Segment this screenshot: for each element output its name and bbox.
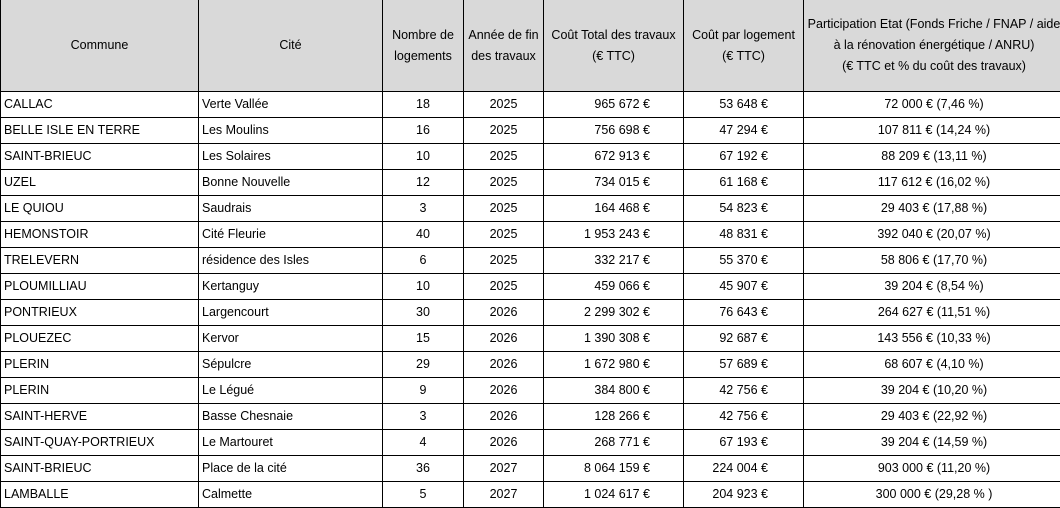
table-row (1, 352, 1060, 378)
cell-cite: Le Légué (199, 378, 383, 404)
cell-annee: 2025 (464, 274, 544, 300)
cell-commune: SAINT-QUAY-PORTRIEUX (1, 430, 199, 456)
cell-cout-logement: 45 907 € (684, 274, 804, 300)
cell-commune: PLERIN (1, 352, 199, 378)
table-row (1, 118, 1060, 144)
cell-nombre-logements: 4 (383, 430, 464, 456)
cell-annee: 2025 (464, 170, 544, 196)
cell-cite: Largencourt (199, 300, 383, 326)
cell-cout-logement: 54 823 € (684, 196, 804, 222)
cell-nombre-logements: 29 (383, 352, 464, 378)
header-row (1, 0, 1060, 92)
header-nombre-logements: Nombre de logements (383, 0, 464, 92)
cell-nombre-logements: 12 (383, 170, 464, 196)
cell-cout-total: 268 771 € (544, 430, 684, 456)
table-row (1, 222, 1060, 248)
cell-cite: Les Solaires (199, 144, 383, 170)
table-row (1, 456, 1060, 482)
cell-nombre-logements: 3 (383, 196, 464, 222)
cell-commune: TRELEVERN (1, 248, 199, 274)
cell-nombre-logements: 40 (383, 222, 464, 248)
table-row (1, 92, 1060, 118)
cell-cout-total: 756 698 € (544, 118, 684, 144)
cell-annee: 2027 (464, 482, 544, 508)
cell-cite: Le Martouret (199, 430, 383, 456)
cell-commune: CALLAC (1, 92, 199, 118)
cell-nombre-logements: 3 (383, 404, 464, 430)
table-row (1, 482, 1060, 508)
cell-cite: Bonne Nouvelle (199, 170, 383, 196)
cell-cite: Verte Vallée (199, 92, 383, 118)
cell-annee: 2025 (464, 222, 544, 248)
cell-commune: PONTRIEUX (1, 300, 199, 326)
cell-cout-logement: 48 831 € (684, 222, 804, 248)
cell-cout-logement: 204 923 € (684, 482, 804, 508)
cell-nombre-logements: 15 (383, 326, 464, 352)
table-row (1, 378, 1060, 404)
cell-nombre-logements: 5 (383, 482, 464, 508)
cell-nombre-logements: 6 (383, 248, 464, 274)
header-annee-fin-travaux: Année de fin des travaux (464, 0, 544, 92)
table-row (1, 300, 1060, 326)
cell-commune: HEMONSTOIR (1, 222, 199, 248)
cell-cout-logement: 224 004 € (684, 456, 804, 482)
cell-cout-logement: 42 756 € (684, 378, 804, 404)
cell-participation: 72 000 € (7,46 %) (804, 92, 1060, 118)
cell-cite: Saudrais (199, 196, 383, 222)
cell-annee: 2026 (464, 300, 544, 326)
cell-cout-logement: 67 192 € (684, 144, 804, 170)
header-commune: Commune (1, 0, 199, 92)
table-row (1, 430, 1060, 456)
cell-participation: 300 000 € (29,28 % ) (804, 482, 1060, 508)
cell-annee: 2025 (464, 144, 544, 170)
cell-cite: Kertanguy (199, 274, 383, 300)
cell-annee: 2025 (464, 196, 544, 222)
cell-participation: 88 209 € (13,11 %) (804, 144, 1060, 170)
cell-participation: 903 000 € (11,20 %) (804, 456, 1060, 482)
cell-commune: LAMBALLE (1, 482, 199, 508)
table-row (1, 326, 1060, 352)
cell-cout-total: 459 066 € (544, 274, 684, 300)
cell-participation: 117 612 € (16,02 %) (804, 170, 1060, 196)
cell-nombre-logements: 36 (383, 456, 464, 482)
cell-cite: Cité Fleurie (199, 222, 383, 248)
cell-participation: 39 204 € (10,20 %) (804, 378, 1060, 404)
cell-cout-logement: 76 643 € (684, 300, 804, 326)
cell-commune: SAINT-BRIEUC (1, 456, 199, 482)
cell-annee: 2026 (464, 430, 544, 456)
cell-cout-total: 2 299 302 € (544, 300, 684, 326)
table-header (1, 0, 1060, 92)
cell-commune: PLERIN (1, 378, 199, 404)
cell-annee: 2027 (464, 456, 544, 482)
cell-nombre-logements: 9 (383, 378, 464, 404)
cell-cout-total: 1 024 617 € (544, 482, 684, 508)
cell-participation: 29 403 € (17,88 %) (804, 196, 1060, 222)
cell-cite: résidence des Isles (199, 248, 383, 274)
cell-commune: UZEL (1, 170, 199, 196)
cell-cite: Sépulcre (199, 352, 383, 378)
cell-cout-total: 128 266 € (544, 404, 684, 430)
table-body (1, 92, 1060, 508)
cell-cout-total: 965 672 € (544, 92, 684, 118)
cell-participation: 39 204 € (14,59 %) (804, 430, 1060, 456)
cell-cite: Calmette (199, 482, 383, 508)
cell-nombre-logements: 18 (383, 92, 464, 118)
cell-cout-logement: 55 370 € (684, 248, 804, 274)
cell-nombre-logements: 10 (383, 144, 464, 170)
cell-nombre-logements: 30 (383, 300, 464, 326)
cell-cout-total: 384 800 € (544, 378, 684, 404)
table-row (1, 196, 1060, 222)
cell-participation: 39 204 € (8,54 %) (804, 274, 1060, 300)
table-row (1, 144, 1060, 170)
cell-participation: 29 403 € (22,92 %) (804, 404, 1060, 430)
cell-annee: 2025 (464, 248, 544, 274)
cell-cout-logement: 42 756 € (684, 404, 804, 430)
cell-cout-total: 332 217 € (544, 248, 684, 274)
header-participation-etat: Participation Etat (Fonds Friche / FNAP / aide à la rénovation énergétique / ANRU) (€ TTC et % du coût des travaux) (804, 0, 1060, 92)
cell-participation: 392 040 € (20,07 %) (804, 222, 1060, 248)
cell-participation: 68 607 € (4,10 %) (804, 352, 1060, 378)
cell-cout-total: 672 913 € (544, 144, 684, 170)
table-row (1, 404, 1060, 430)
table-row (1, 274, 1060, 300)
cell-cout-logement: 61 168 € (684, 170, 804, 196)
cell-commune: SAINT-HERVE (1, 404, 199, 430)
cell-cout-logement: 92 687 € (684, 326, 804, 352)
cell-cout-total: 1 953 243 € (544, 222, 684, 248)
cell-commune: PLOUMILLIAU (1, 274, 199, 300)
cell-cout-logement: 47 294 € (684, 118, 804, 144)
cell-cite: Les Moulins (199, 118, 383, 144)
header-cite: Cité (199, 0, 383, 92)
cell-participation: 143 556 € (10,33 %) (804, 326, 1060, 352)
cell-commune: BELLE ISLE EN TERRE (1, 118, 199, 144)
cell-annee: 2026 (464, 378, 544, 404)
cell-cout-total: 164 468 € (544, 196, 684, 222)
cell-participation: 107 811 € (14,24 %) (804, 118, 1060, 144)
cell-cout-logement: 57 689 € (684, 352, 804, 378)
cell-cite: Basse Chesnaie (199, 404, 383, 430)
cell-nombre-logements: 16 (383, 118, 464, 144)
header-cout-par-logement: Coût par logement (€ TTC) (684, 0, 804, 92)
table-row (1, 248, 1060, 274)
cell-cout-total: 8 064 159 € (544, 456, 684, 482)
cell-cite: Kervor (199, 326, 383, 352)
table-row (1, 170, 1060, 196)
cell-participation: 264 627 € (11,51 %) (804, 300, 1060, 326)
header-cout-total: Coût Total des travaux (€ TTC) (544, 0, 684, 92)
cell-cout-total: 734 015 € (544, 170, 684, 196)
cell-commune: SAINT-BRIEUC (1, 144, 199, 170)
cell-annee: 2025 (464, 118, 544, 144)
cell-cout-total: 1 390 308 € (544, 326, 684, 352)
cell-annee: 2026 (464, 326, 544, 352)
cell-annee: 2026 (464, 352, 544, 378)
cell-cout-logement: 67 193 € (684, 430, 804, 456)
cell-commune: PLOUEZEC (1, 326, 199, 352)
cell-cite: Place de la cité (199, 456, 383, 482)
cell-nombre-logements: 10 (383, 274, 464, 300)
cell-annee: 2025 (464, 92, 544, 118)
cell-annee: 2026 (464, 404, 544, 430)
cell-cout-total: 1 672 980 € (544, 352, 684, 378)
cell-commune: LE QUIOU (1, 196, 199, 222)
cell-cout-logement: 53 648 € (684, 92, 804, 118)
cell-participation: 58 806 € (17,70 %) (804, 248, 1060, 274)
